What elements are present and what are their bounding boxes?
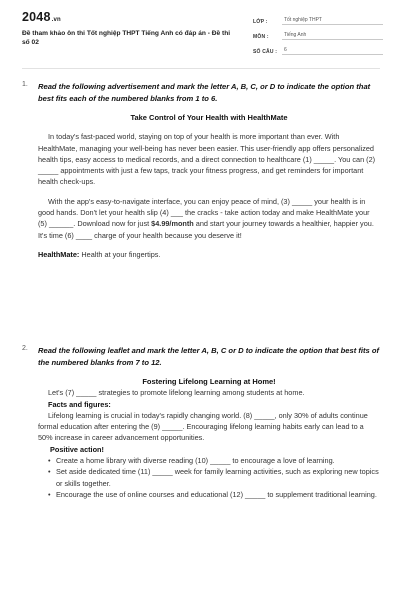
question-number: 1.	[22, 81, 28, 88]
advertisement-paragraph: With the app's easy-to-navigate interface, you can enjoy peace of mind, (3) _____ your health is in good hands. Don't let your health slip (4) ___ the cracks - take action today and make HealthMate your (5) ______. Download now for just $4.99/month and start your journey towards a healthier, happier you. It's time (6) ____ charge of your health because you deserve it!	[38, 196, 374, 240]
facts-text: Lifelong learning is crucial in today's rapidly changing world. (8) _____, only 30% of adults continue formal education after entering the (9) _____. Encouraging lifelong learning habits early can lead to a 50% increase in career advancement opportunities.	[38, 410, 368, 443]
header-divider	[22, 68, 380, 69]
question-2	[22, 345, 380, 500]
list-item: • Create a home library with diverse reading (10) _____ to encourage a love of learning.	[48, 455, 380, 466]
meta-key: SỐ CÂU :	[253, 49, 278, 55]
meta-row-question-count	[253, 40, 383, 55]
advertisement-body	[38, 112, 380, 260]
next-question-cutoff	[22, 593, 380, 600]
leaflet-intro: Let's (7) _____ strategies to promote lifelong learning among students at home.	[48, 388, 305, 398]
advertisement-slogan: HealthMate: Health at your fingertips.	[38, 249, 161, 259]
question-prompt: Read the following advertisement and mark the letter A, B, C, or D to indicate the option that best fits each of the numbered blanks from 1 to 6.	[38, 82, 371, 103]
meta-row-subject	[253, 25, 383, 40]
action-list	[38, 455, 380, 500]
question-number: 2.	[22, 345, 28, 352]
action-heading: Positive action!	[50, 444, 104, 454]
list-item: • Set aside dedicated time (11) _____ week for family learning activities, such as exploring new topics or skills together.	[48, 466, 380, 489]
meta-value: Tiếng Anh	[282, 32, 383, 40]
leaflet-body	[38, 376, 380, 500]
document-meta	[253, 10, 383, 55]
leaflet-title: Fostering Lifelong Learning at Home!	[142, 377, 276, 386]
meta-key: MÔN :	[253, 34, 269, 40]
document-title: Đề tham khảo ôn thi Tốt nghiệp THPT Tiếng Anh có đáp án - Đề thi số 02	[22, 30, 231, 46]
meta-key: LỚP :	[253, 19, 268, 25]
list-item: • Encourage the use of online courses and educational (12) _____ to supplement traditional learning.	[48, 489, 380, 500]
meta-value: Tốt nghiệp THPT	[282, 17, 383, 25]
price-text: $4.99/month	[151, 219, 194, 229]
meta-row-class	[253, 10, 383, 25]
meta-value: 6	[282, 47, 383, 55]
question-prompt: Read the following leaflet and mark the letter A, B, C or D to indicate the option that best fits of the numbered blanks from 7 to 12.	[38, 346, 380, 367]
document-header	[0, 0, 400, 66]
site-logo[interactable]: 2048.vn	[22, 10, 61, 24]
facts-heading: Facts and figures:	[48, 399, 111, 409]
question-1	[22, 81, 380, 260]
advertisement-paragraph: In today's fast-paced world, staying on top of your health is more important than ever. With HealthMate, managing your well-being has never been easier. This user-friendly app offers personalized health tips, easy access to medical records, and a direct connection to healthcare (1) _____. You can (2) _____ appointments with just a few taps, track your fitness progress, and get reminders for important health check-ups.	[38, 132, 376, 187]
advertisement-title: Take Control of Your Health with HealthMate	[130, 113, 288, 122]
